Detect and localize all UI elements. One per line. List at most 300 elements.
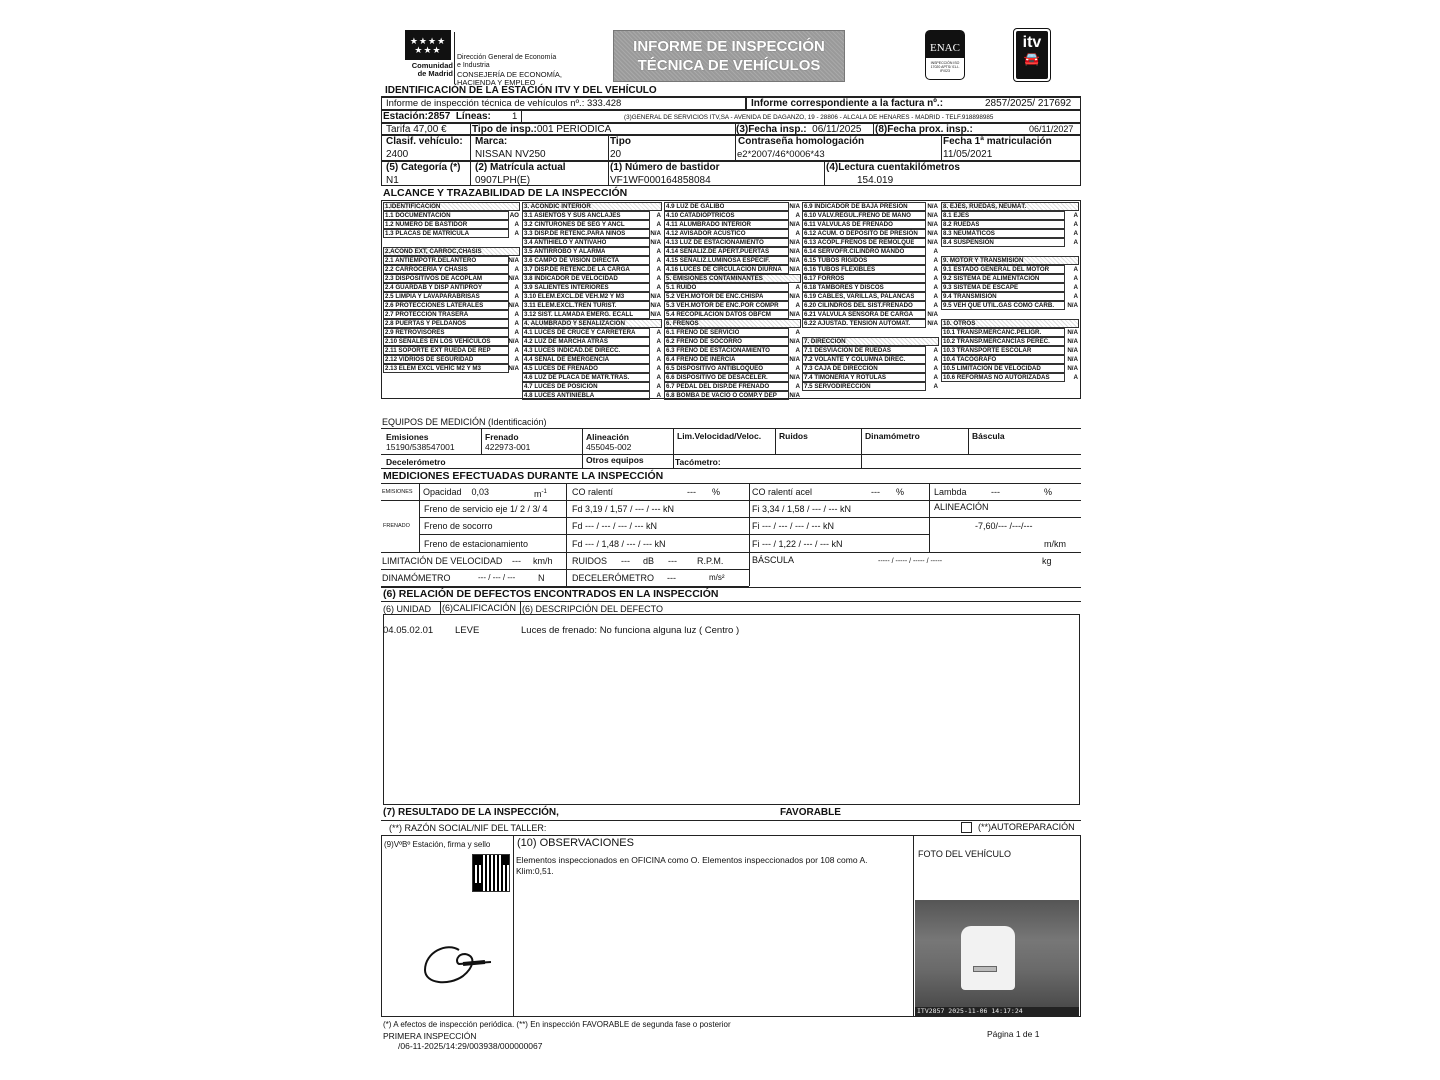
scope-item — [522, 265, 662, 274]
scope-item-status: N/A — [789, 392, 800, 399]
scope-item-label: 3.8 INDICADOR DE VELOCIDAD — [524, 275, 618, 282]
scope-item-label: 9.2 SISTEMA DE ALIMENTACIÓN — [943, 275, 1040, 282]
scope-item-label: 4.2 LUZ DE MARCHA ATRÁS — [524, 338, 608, 345]
scope-item — [802, 292, 939, 301]
freno-socorro-fi: Fi --- / --- / --- / --- kN — [752, 521, 834, 531]
station-company: (3)GENERAL DE SERVICIOS ITV,SA - AVENIDA DE DAGANZO, 19 - 28806 - ALCALA DE HENARES - MADRID - TELF.918898985 — [624, 114, 994, 121]
scope-item-label: 6.17 FORROS — [804, 275, 845, 282]
scope-item-label: 2.5 LIMPIA Y LAVAPARABRISAS — [385, 293, 480, 300]
scope-item-label: 6.20 CILINDROS DEL SIST.FRENADO — [804, 302, 913, 309]
scope-item — [522, 220, 662, 229]
equip-frenado-label: Frenado — [485, 432, 519, 442]
scope-item-status: N/A — [927, 239, 938, 246]
scope-item-label: 9.1 ESTADO GENERAL DEL MOTOR — [943, 266, 1050, 273]
freno-servicio-fd: Fd 3,19 / 1,57 / --- / --- kN — [572, 504, 675, 514]
lambda-label: Lambda — [934, 487, 967, 497]
scope-item — [664, 346, 801, 355]
scope-item — [664, 310, 801, 319]
equip-emisiones-label: Emisiones — [386, 432, 429, 442]
scope-item-label: 2.ACOND EXT, CARROC,CHASIS — [385, 248, 482, 255]
scope-item-label: 3.6 CAMPO DE VISIÓN DIRECTA — [524, 257, 620, 264]
scope-item — [664, 229, 801, 238]
equip-decelerometro-label: Decelerómetro — [386, 457, 446, 467]
scope-item — [383, 310, 520, 319]
alineacion-value: -7,60/--- /---/--- — [975, 521, 1033, 531]
scope-item-status: N/A — [650, 293, 661, 300]
scope-item-status: A — [795, 212, 800, 219]
scope-item-status: A — [1073, 293, 1078, 300]
document-title: INFORME DE INSPECCIÓN TÉCNICA DE VEHÍCULOS — [613, 30, 845, 82]
scope-item-status: A — [933, 266, 938, 273]
scope-item-label: 6.14 SERVOFR.CILINDRO MANDO — [804, 248, 905, 255]
scope-item-label: 4.10 CATADIÓPTRICOS — [666, 212, 735, 219]
defects-list — [383, 614, 1080, 805]
scope-item — [664, 256, 801, 265]
scope-item — [522, 373, 662, 382]
scope-item-label: 4.5 LUCES DE FRENADO — [524, 365, 598, 372]
scope-item — [383, 337, 520, 346]
scope-item-label: 1.IDENTIFICACIÓN — [385, 203, 441, 210]
scope-item — [383, 220, 520, 229]
scope-section-header — [664, 319, 801, 328]
scope-item — [664, 265, 801, 274]
page-number: Página 1 de 1 — [987, 1029, 1040, 1039]
marca-value: NISSAN NV250 — [475, 149, 546, 160]
scope-section-header — [802, 337, 939, 346]
scope-item-status: N/A — [508, 275, 519, 282]
defect-unit: 04.05.02.01 — [383, 625, 434, 636]
scope-item — [802, 229, 939, 238]
defects-title: (6) RELACIÓN DE DEFECTOS ENCONTRADOS EN LA INSPECCIÓN — [383, 588, 719, 600]
scope-item-label: 6.4 FRENO DE INERCIA — [666, 356, 736, 363]
itv-logo: itv 🚘 — [1013, 28, 1051, 82]
scope-item-label: 2.13 ELEM EXCL VEHÍC M2 Y M3 — [385, 365, 481, 372]
scope-item-status: A — [1073, 230, 1078, 237]
scope-item-status: N/A — [1067, 338, 1078, 345]
scope-item-label: 6.3 FRENO DE ESTACIONAMIENTO — [666, 347, 770, 354]
scope-item — [522, 328, 662, 337]
scope-item-label: 2.8 PUERTAS Y PELDAÑOS — [385, 320, 467, 327]
signature-label: (9)VºBº Estación, firma y sello — [384, 840, 491, 849]
equip-emisiones-value: 15190/538547001 — [386, 442, 455, 452]
scope-item — [802, 310, 939, 319]
equip-alineacion-label: Alineación — [586, 432, 629, 442]
lambda-value: --- — [991, 487, 1000, 497]
alineacion-unit: m/km — [1044, 539, 1066, 549]
equip-limvel-label: Lim.Velocidad/Veloc. — [677, 431, 762, 441]
scope-item — [802, 256, 939, 265]
next-inspection-date: 06/11/2027 — [1029, 124, 1074, 134]
scope-item-label: 6.15 TUBOS RÍGIDOS — [804, 257, 868, 264]
defects-col-grade: (6)CALIFICACIÓN — [442, 603, 517, 613]
scope-item-label: 3.12 SIST. LLAMADA EMERG. ECALL — [524, 311, 634, 318]
consejeria: CONSEJERÍA DE ECONOMÍA, HACIENDA Y EMPLEO — [457, 70, 563, 87]
scope-item — [802, 283, 939, 292]
scope-item — [664, 337, 801, 346]
scope-item-status: A — [656, 365, 661, 372]
scope-item — [522, 364, 662, 373]
scope-item-label: 8.3 NEUMÁTICOS — [943, 230, 995, 237]
scope-item — [802, 355, 939, 364]
scope-item-label: 2.3 DISPOSITIVOS DE ACOPLAM — [385, 275, 483, 282]
limvel-label: LIMITACIÓN DE VELOCIDAD — [382, 556, 503, 566]
photo-label: FOTO DEL VEHÍCULO — [918, 849, 1012, 859]
first-reg-value: 11/05/2021 — [943, 149, 993, 160]
scope-item — [941, 346, 1079, 355]
scope-item-label: 1.2 NÚMERO DE BASTIDOR — [385, 221, 468, 228]
scope-item — [941, 283, 1079, 292]
scope-item-label: 1.3 PLACAS DE MATRÍCULA — [385, 230, 470, 237]
freno-estac-label: Freno de estacionamiento — [424, 539, 529, 549]
scope-item-status: A — [656, 266, 661, 273]
scope-item-label: 10.6 REFORMAS NO AUTORIZADAS — [943, 374, 1050, 381]
scope-item — [383, 319, 520, 328]
scope-item-status: N/A — [789, 293, 800, 300]
scope-item — [383, 364, 520, 373]
scope-item — [802, 238, 939, 247]
scope-item-label: 4.7 LUCES DE POSICIÓN — [524, 383, 598, 390]
scope-item-label: 2.7 PROTECCIÓN TRASERA — [385, 311, 469, 318]
scope-item-label: 5.2 VEH.MOTOR DE ENC.CHISPA — [666, 293, 764, 300]
scope-item — [802, 301, 939, 310]
scope-item-status: N/A — [789, 311, 800, 318]
workshop-label: (**) RAZÓN SOCIAL/NIF DEL TALLER: — [389, 823, 547, 833]
scope-item-label: 3.3 DISP.DE RETENC.PARA NIÑOS — [524, 230, 626, 237]
scope-item-status: N/A — [1067, 329, 1078, 336]
scope-item-label: 1.1 DOCUMENTACIÓN — [385, 212, 451, 219]
scope-item — [941, 274, 1079, 283]
scope-item — [522, 247, 662, 256]
measurements-title: MEDICIONES EFECTUADAS DURANTE LA INSPECCIÓN — [383, 470, 664, 482]
scope-item — [941, 265, 1079, 274]
plate-value: 0907LPH(E) — [475, 175, 531, 186]
equip-otros-label: Otros equipos — [586, 455, 644, 465]
scope-blank-row — [383, 238, 520, 247]
scope-item-status: N/A — [1067, 302, 1078, 309]
emisiones-tag: EMISIONES — [382, 489, 413, 495]
scope-item-label: 6.5 DISPOSITIVO ANTIBLOQUEO — [666, 365, 764, 372]
scope-item-status: A — [795, 302, 800, 309]
inspection-date: (3)Fecha insp.: 06/11/2025 — [736, 124, 862, 135]
scope-item-status: A — [795, 284, 800, 291]
scope-item-label: 10.3 TRANSPORTE ESCOLAR — [943, 347, 1032, 354]
scope-section-header — [941, 319, 1079, 328]
scope-item-status: A — [1073, 239, 1078, 246]
scope-item-label: 10.4 TACÓGRAFO — [943, 356, 997, 363]
scope-item-status: N/A — [927, 203, 938, 210]
self-repair-label: (**)AUTOREPARACIÓN — [978, 822, 1075, 832]
scope-item-label: 2.1 ANTIEMPOTR.DELANTERO — [385, 257, 477, 264]
scope-item-status: A — [656, 275, 661, 282]
scope-item-status: A — [514, 230, 519, 237]
scope-item-label: 4.1 LUCES DE CRUCE Y CARRETERA — [524, 329, 636, 336]
scope-item — [522, 337, 662, 346]
scope-item-status: A — [656, 383, 661, 390]
scope-item-label: 8.4 SUSPENSIÓN — [943, 239, 994, 246]
equipment-title: EQUIPOS DE MEDICIÓN (Identificación) — [382, 417, 547, 427]
scope-item-status: A — [795, 365, 800, 372]
scope-item-status: A — [514, 320, 519, 327]
scope-item-label: 3.10 ELEM.EXCL.DE VEH.M2 Y M3 — [524, 293, 625, 300]
scope-item-label: 2.9 RETROVISORES — [385, 329, 445, 336]
scope-item-status: A — [1073, 284, 1078, 291]
equip-bascula-label: Báscula — [972, 431, 1005, 441]
scope-section-header — [383, 247, 520, 256]
clasif-label: Clasif. vehículo: — [386, 136, 463, 147]
lambda-unit: % — [1044, 487, 1053, 497]
scope-item-label: 6. FRENOS — [666, 320, 699, 327]
scope-item — [664, 238, 801, 247]
co-acel-unit: % — [896, 487, 905, 497]
org-name: Comunidad de Madrid — [411, 61, 453, 78]
scope-item — [664, 202, 801, 211]
scope-item-status: N/A — [789, 374, 800, 381]
scope-item — [522, 310, 662, 319]
scope-item-status: N/A — [927, 320, 938, 327]
scope-item-label: 9.5 VEH QUE UTIL.GAS COMO CARB. — [943, 302, 1055, 309]
scope-blank-row — [802, 328, 939, 337]
scope-item-label: 5.1 RUIDO — [666, 284, 697, 291]
defects-col-unit: (6) UNIDAD — [383, 604, 432, 614]
scope-item-status: A — [656, 392, 661, 399]
scope-item-status: A — [1073, 374, 1078, 381]
scope-item — [802, 211, 939, 220]
report-number: Informe de inspección técnica de vehículos nº.: 333.428 — [386, 98, 622, 109]
scope-item-label: 4.11 ALUMBRADO INTERIOR — [666, 221, 752, 228]
scope-item-status: A — [933, 248, 938, 255]
scope-item-status: A — [514, 293, 519, 300]
scope-item — [383, 283, 520, 292]
scope-item — [664, 301, 801, 310]
scope-item-label: 3.5 ANTIRROBO Y ALARMA — [524, 248, 606, 255]
equip-alineacion-value: 455045-002 — [586, 442, 632, 452]
scope-item — [522, 391, 662, 400]
self-repair-checkbox[interactable] — [961, 822, 972, 833]
invoice-label: Informe correspondiente a la factura nº.: — [751, 98, 944, 109]
scope-item-label: 8.1 EJES — [943, 212, 970, 219]
scope-item — [941, 355, 1079, 364]
scope-item — [802, 220, 939, 229]
scope-section-header — [522, 202, 662, 211]
ruidos-label: RUIDOS — [572, 556, 608, 566]
scope-item-label: 2.10 SEÑALES EN LOS VEHÍCULOS — [385, 338, 491, 345]
vin-label: (1) Número de bastidor — [610, 162, 720, 173]
scope-item — [522, 292, 662, 301]
scope-item — [383, 256, 520, 265]
scope-item — [941, 337, 1079, 346]
scope-item — [664, 391, 801, 400]
scope-item — [383, 265, 520, 274]
enac-logo: ENAC INSPECCIÓN ISO 17020 APTS/ 01-I-IF/023 — [925, 30, 965, 80]
scope-item-label: 2.11 SOPORTE EXT RUEDA DE REP — [385, 347, 491, 354]
scope-item-status: A — [1073, 212, 1078, 219]
decel-value: --- — [667, 573, 676, 583]
scope-item — [941, 328, 1079, 337]
observations-text-1: Elementos inspeccionados en OFICINA como O. Elementos inspeccionados por 108 como A. — [516, 855, 868, 865]
result-value: FAVORABLE — [780, 807, 841, 818]
tarifa: Tarifa 47,00 € — [386, 124, 447, 135]
invoice-number: 2857/2025/ 217692 — [985, 98, 1072, 109]
logo-divider — [454, 32, 455, 84]
scope-item-label: 4.13 LUZ DE ESTACIONAMIENTO — [666, 239, 764, 246]
scope-item-status: A — [933, 293, 938, 300]
scope-item-status: N/A — [789, 221, 800, 228]
scope-item-label: 5.4 RECOPILACIÓN DATOS OBFCM — [666, 311, 771, 318]
dinamometro-label: DINAMÓMETRO — [382, 573, 451, 583]
plate-label: (2) Matrícula actual — [475, 162, 566, 173]
scope-item-label: 2.4 GUARDAB Y DISP ANTIPROY — [385, 284, 483, 291]
scope-item — [941, 229, 1079, 238]
scope-item-status: A — [933, 257, 938, 264]
scope-item — [522, 301, 662, 310]
scope-item — [522, 355, 662, 364]
scope-item-label: 3. ACONDIC INTERIOR — [524, 203, 591, 210]
scope-item-status: N/A — [789, 248, 800, 255]
scope-item-label: 7.5 SERVODIRECCIÓN — [804, 383, 871, 390]
frenado-tag: FRENADO — [383, 523, 410, 529]
scope-item-status: N/A — [508, 257, 519, 264]
scope-item-status: A — [656, 338, 661, 345]
comunidad-madrid-logo — [405, 30, 451, 60]
scope-item-status: A — [656, 248, 661, 255]
scope-item-label: 6.12 ACUM. O DEPÓSITO DE PRESIÓN — [804, 230, 918, 237]
tipo-value: 20 — [610, 149, 622, 160]
scope-item — [383, 274, 520, 283]
scope-item — [941, 301, 1079, 310]
station-field: Estación:2857 Líneas: — [383, 111, 491, 122]
scope-item-status: N/A — [1067, 365, 1078, 372]
equip-tacometro-label: Tacómetro: — [675, 457, 721, 467]
scope-item — [941, 292, 1079, 301]
scope-item — [664, 211, 801, 220]
scope-item-status: A — [933, 275, 938, 282]
equip-frenado-value: 422973-001 — [485, 442, 531, 452]
scope-title: ALCANCE Y TRAZABILIDAD DE LA INSPECCIÓN — [383, 187, 628, 199]
scope-item-status: A — [514, 284, 519, 291]
scope-section-header — [383, 202, 520, 211]
scope-item-label: 3.7 DISP.DE RETENC.DE LA CARGA — [524, 266, 630, 273]
dinamometro-unit: N — [538, 573, 545, 583]
scope-item — [383, 328, 520, 337]
scope-item-label: 6.21 VÁLVULA SENSORA DE CARGA — [804, 311, 914, 318]
scope-item — [664, 283, 801, 292]
scope-item-status: A — [795, 347, 800, 354]
inspection-type: Tipo de insp.:001 PERIODICA — [472, 124, 612, 135]
signature-icon — [419, 938, 499, 988]
scope-item — [941, 364, 1079, 373]
scope-item-status: N/A — [927, 230, 938, 237]
scope-item-label: 3.2 CINTURONES DE SEG Y ANCL — [524, 221, 625, 228]
scope-item-label: 9.4 TRANSMISIÓN — [943, 293, 997, 300]
scope-item-label: 4.14 SEÑALIZ.DE APERT.PUERTAS — [666, 248, 770, 255]
scope-item — [802, 247, 939, 256]
scope-blank-row — [941, 310, 1079, 319]
vin-value: VF1WF000164858084 — [610, 175, 711, 186]
scope-item-label: 3.1 ASIENTOS Y SUS ANCLAJES — [524, 212, 621, 219]
scope-item-status: N/A — [927, 311, 938, 318]
scope-item-label: 9.3 SISTEMA DE ESCAPE — [943, 284, 1019, 291]
scope-section-header — [522, 319, 662, 328]
scope-item-label: 10.1 TRANSP.MERCANC.PELIGR. — [943, 329, 1042, 336]
scope-item-label: 2.2 CARROCERÍA Y CHASIS — [385, 266, 468, 273]
scope-item-label: 9. MOTOR Y TRANSMISIÓN — [943, 257, 1024, 264]
scope-item-status: A — [933, 356, 938, 363]
vehicle-photo — [915, 900, 1079, 1016]
freno-servicio-label: Freno de servicio eje 1/ 2 / 3/ 4 — [424, 504, 548, 514]
scope-item-label: 6.19 CABLES, VARILLAS, PALANCAS — [804, 293, 915, 300]
co-ralenti-label: CO ralentí — [572, 487, 614, 497]
ruidos-db-unit: dB — [643, 556, 655, 566]
scope-item-status: A — [656, 347, 661, 354]
scope-item-label: 6.2 FRENO DE SOCORRO — [666, 338, 742, 345]
scope-item — [383, 301, 520, 310]
scope-item — [664, 364, 801, 373]
scope-item — [941, 220, 1079, 229]
decel-unit: m/s² — [709, 573, 725, 582]
scope-item — [522, 211, 662, 220]
scope-item-status: A — [656, 356, 661, 363]
scope-item-label: 3.9 SALIENTES INTERIORES — [524, 284, 609, 291]
scope-item — [383, 292, 520, 301]
scope-item-status: A — [514, 221, 519, 228]
scope-item-status: N/A — [789, 356, 800, 363]
scope-item — [664, 382, 801, 391]
scope-item-status: A — [1073, 221, 1078, 228]
scope-item-label: 4.12 AVISADOR ACÚSTICO — [666, 230, 746, 237]
scope-item — [802, 274, 939, 283]
scope-item-status: N/A — [508, 338, 519, 345]
scope-item-label: 6.22 AJUSTAD. TENSIÓN AUTOMAT. — [804, 320, 911, 327]
lines-value: 1 — [512, 111, 518, 122]
scope-item-status: N/A — [789, 203, 800, 210]
scope-item-label: 5.3 VEH.MOTOR DE ENC.POR COMPR — [666, 302, 779, 309]
ruidos-rpm-unit: R.P.M. — [697, 556, 724, 566]
scope-item-label: 6.11 VÁLVULAS DE FRENADO — [804, 221, 893, 228]
scope-item-label: 7.4 TIMONERÍA Y RÓTULAS — [804, 374, 887, 381]
scope-item — [802, 373, 939, 382]
scope-item — [383, 355, 520, 364]
scope-item-status: N/A — [927, 212, 938, 219]
scope-item — [522, 256, 662, 265]
scope-item-label: 6.7 PEDAL DEL DISP.DE FRENADO — [666, 383, 770, 390]
scope-item-label: 6.6 DISPOSITIVO DE DESACELER. — [666, 374, 768, 381]
opacidad: Opacidad 0,03 — [423, 487, 490, 497]
scope-item-status: N/A — [927, 221, 938, 228]
scope-item — [664, 292, 801, 301]
scope-item-status: A — [656, 221, 661, 228]
first-inspection: PRIMERA INSPECCIÓN — [383, 1031, 477, 1041]
scope-item-label: 4.16 LUCES DE CIRCULACIÓN DIURNA — [666, 266, 782, 273]
scope-item — [522, 229, 662, 238]
scope-item — [383, 346, 520, 355]
scope-item-status: A — [514, 356, 519, 363]
limvel-value: --- — [512, 556, 521, 566]
observations-label: (10) OBSERVACIONES — [517, 837, 634, 849]
van-image — [961, 926, 1015, 990]
bascula-label: BÁSCULA — [752, 555, 795, 565]
defects-col-desc: (6) DESCRIPCIÓN DEL DEFECTO — [522, 604, 664, 614]
scope-item-status: N/A — [650, 311, 661, 318]
odometer-label: (4)Lectura cuentakilómetros — [826, 162, 960, 173]
scope-item — [802, 382, 939, 391]
scope-item — [522, 274, 662, 283]
scope-item-label: 6.9 INDICADOR DE BAJA PRESIÓN — [804, 203, 908, 210]
scope-item-status: N/A — [789, 239, 800, 246]
footer-code: /06-11-2025/14:29/003938/000000067 — [398, 1041, 543, 1051]
scope-item-status: A — [656, 329, 661, 336]
scope-blank-row — [941, 247, 1079, 256]
scope-item-status: AO — [509, 212, 519, 219]
